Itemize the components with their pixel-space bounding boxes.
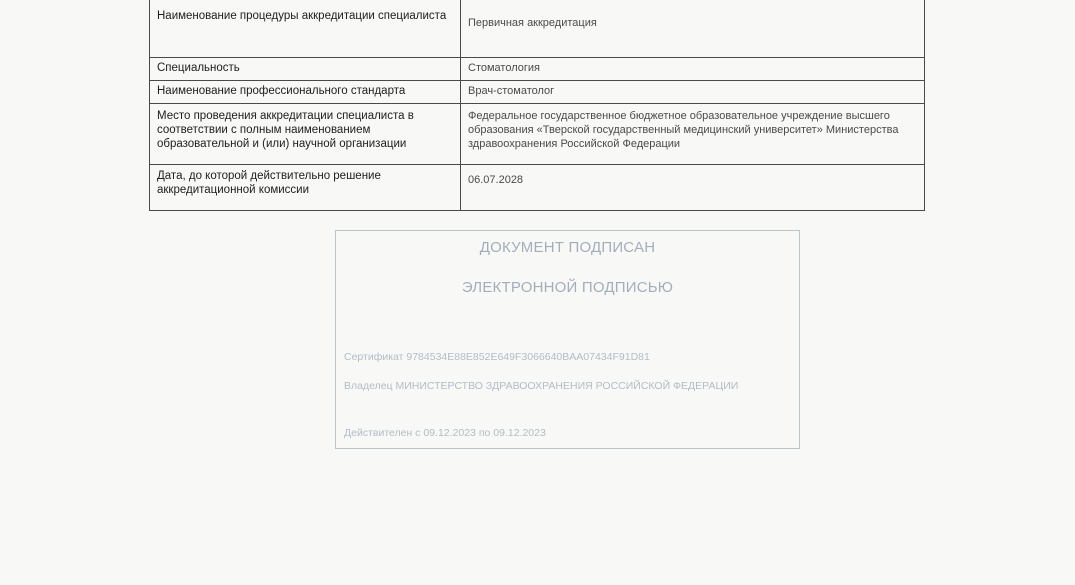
e-signature-stamp — [335, 230, 800, 449]
table-row-valid-until — [150, 165, 925, 211]
row-value-procedure: Первичная аккредитация — [461, 0, 925, 58]
row-label-procedure: Наименование процедуры аккредитации специалиста — [150, 0, 461, 58]
table-row-standard — [150, 81, 925, 104]
row-label-valid-until: Дата, до которой действительно решение аккредитационной комиссии — [150, 165, 461, 211]
stamp-validity: Действителен с 09.12.2023 по 09.12.2023 — [344, 427, 546, 439]
row-value-venue: Федеральное государственное бюджетное образовательное учреждение высшего образования «Тверской государственный медицинский университет» Министерства здравоохранения Российской Федерации — [461, 104, 925, 165]
row-value-valid-until: 06.07.2028 — [461, 165, 925, 211]
table-row-specialty — [150, 58, 925, 81]
stamp-title-line1: ДОКУМЕНТ ПОДПИСАН — [479, 239, 656, 256]
stamp-owner: Владелец МИНИСТЕРСТВО ЗДРАВООХРАНЕНИЯ РОССИЙСКОЙ ФЕДЕРАЦИИ — [344, 380, 739, 392]
row-label-venue: Место проведения аккредитации специалиста в соответствии с полным наименованием образовательной и (или) научной организации — [150, 104, 461, 165]
row-label-standard: Наименование профессионального стандарта — [150, 81, 461, 104]
table-row-venue — [150, 104, 925, 165]
row-label-specialty: Специальность — [150, 58, 461, 81]
row-value-specialty: Стоматология — [461, 58, 925, 81]
stamp-title-line2: ЭЛЕКТРОННОЙ ПОДПИСЬЮ — [461, 279, 674, 296]
row-value-standard: Врач-стоматолог — [461, 81, 925, 104]
stamp-certificate: Сертификат 9784534E88E852E649F3066640BAA07434F91D81 — [344, 351, 650, 363]
accreditation-details-table — [149, 0, 925, 211]
table-row-procedure — [150, 0, 925, 58]
